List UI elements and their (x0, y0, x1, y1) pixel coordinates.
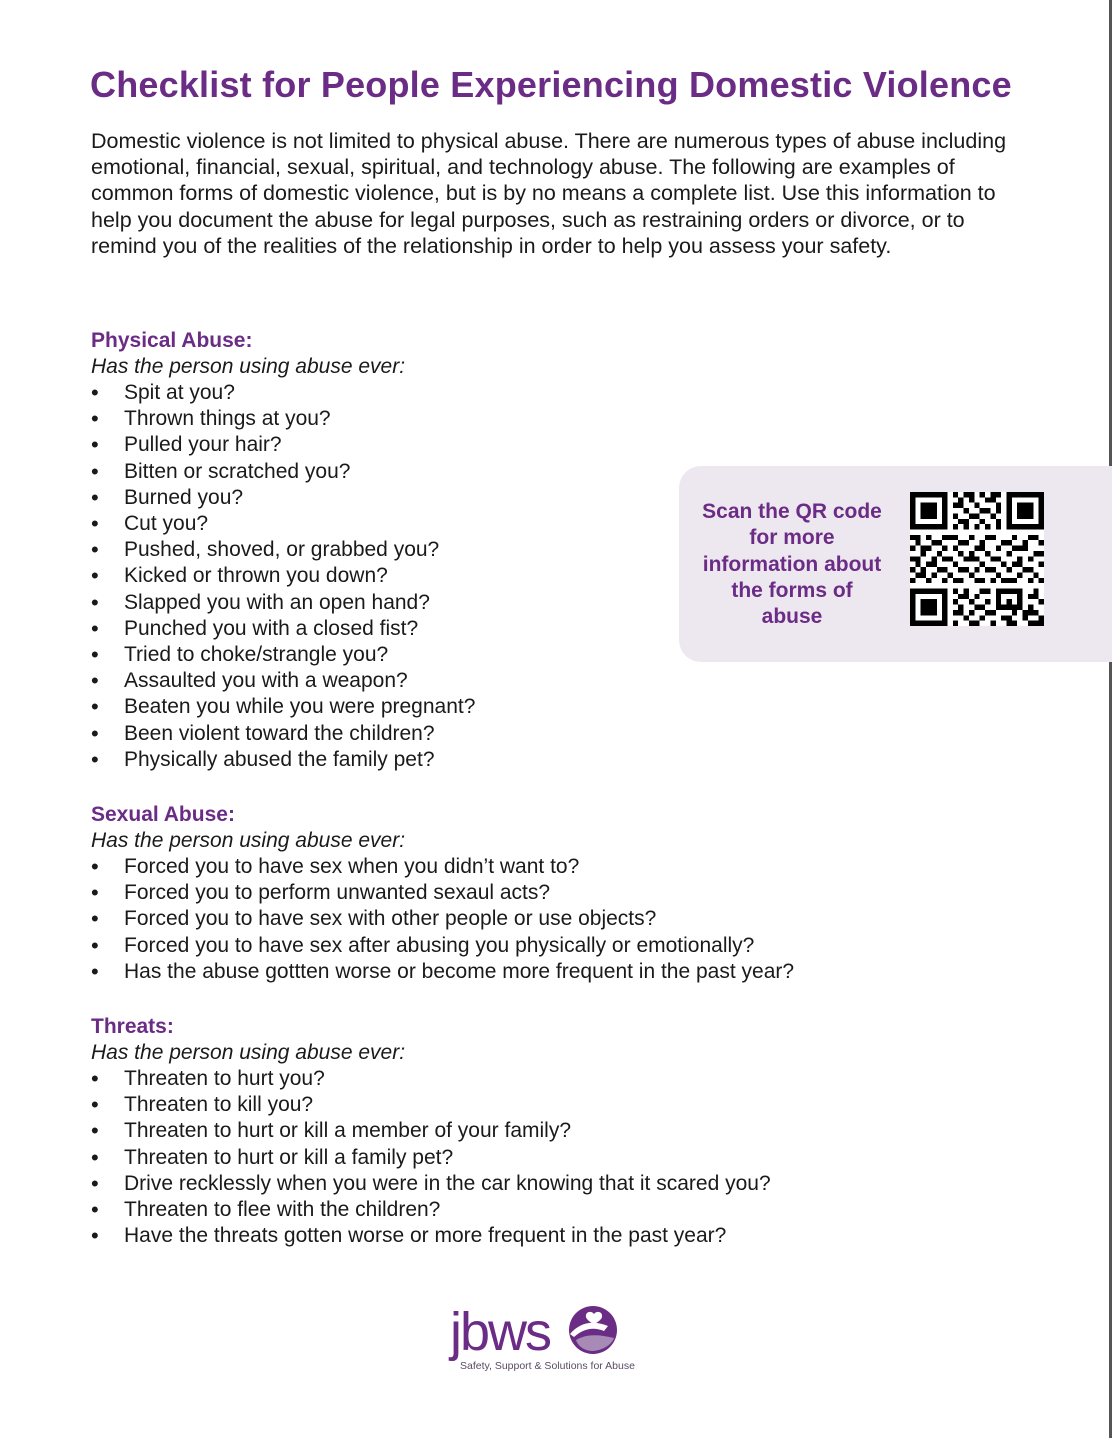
list-item: • Cut you? (91, 511, 851, 537)
list-item: • Pulled your hair? (91, 432, 851, 458)
list-item: • Drive recklessly when you were in the car knowing that it scared you? (91, 1171, 851, 1197)
list-item: • Forced you to perform unwanted sexaul acts? (91, 880, 851, 906)
list-item: • Pushed, shoved, or grabbed you? (91, 537, 851, 563)
section-heading: Physical Abuse: (91, 329, 253, 352)
list-item: • Burned you? (91, 485, 851, 511)
qr-caption: Scan the QR code for more information about the forms of abuse (702, 500, 882, 629)
list-item: • Threaten to flee with the children? (91, 1197, 851, 1223)
list-item: • Forced you to have sex when you didn’t want to? (91, 854, 851, 880)
list-item: • Bitten or scratched you? (91, 459, 851, 485)
list-item: • Physically abused the family pet? (91, 747, 851, 773)
list-item: • Spit at you? (91, 380, 851, 406)
checklist (91, 1066, 851, 1249)
section-prompt: Has the person using abuse ever: (91, 355, 406, 378)
list-item: • Assaulted you with a weapon? (91, 668, 851, 694)
list-item: • Thrown things at you? (91, 406, 851, 432)
list-item: • Punched you with a closed fist? (91, 616, 851, 642)
section-heading: Sexual Abuse: (91, 803, 235, 826)
qr-callout (679, 466, 1112, 662)
list-item: • Threaten to hurt or kill a member of your family? (91, 1118, 851, 1144)
list-item: • Has the abuse gottten worse or become more frequent in the past year? (91, 959, 851, 985)
logo-wordmark: jbws (450, 1302, 551, 1362)
hands-heart-icon (564, 1304, 622, 1356)
qr-code[interactable] (910, 492, 1044, 626)
checklist (91, 854, 851, 985)
jbws-logo (448, 1302, 635, 1382)
list-item: • Have the threats gotten worse or more frequent in the past year? (91, 1223, 851, 1249)
list-item: • Slapped you with an open hand? (91, 590, 851, 616)
list-item: • Kicked or thrown you down? (91, 563, 851, 589)
list-item: • Tried to choke/strangle you? (91, 642, 851, 668)
logo-tagline: Safety, Support & Solutions for Abuse (460, 1360, 635, 1372)
list-item: • Threaten to hurt or kill a family pet? (91, 1145, 851, 1171)
section-heading: Threats: (91, 1015, 174, 1038)
section-threats (91, 1014, 851, 1249)
list-item: • Threaten to kill you? (91, 1092, 851, 1118)
list-item: • Threaten to hurt you? (91, 1066, 851, 1092)
intro-paragraph: Domestic violence is not limited to physical abuse. There are numerous types of abuse including emotional, financial, sexual, spiritual, and technology abuse. The following are examples of common forms of domestic violence, but is by no means a complete list. Use this information to help you document the abuse for legal purposes, such as restraining orders or divorce, or to remind you of the realities of the relationship in order to help you assess your safety. (91, 129, 1007, 258)
list-item: • Beaten you while you were pregnant? (91, 694, 851, 720)
section-prompt: Has the person using abuse ever: (91, 829, 406, 852)
list-item: • Forced you to have sex with other people or use objects? (91, 906, 851, 932)
list-item: • Forced you to have sex after abusing you physically or emotionally? (91, 933, 851, 959)
list-item: • Been violent toward the children? (91, 721, 851, 747)
section-sexual-abuse (91, 802, 851, 985)
section-prompt: Has the person using abuse ever: (91, 1041, 406, 1064)
page-title: Checklist for People Experiencing Domestic Violence (90, 64, 1012, 105)
